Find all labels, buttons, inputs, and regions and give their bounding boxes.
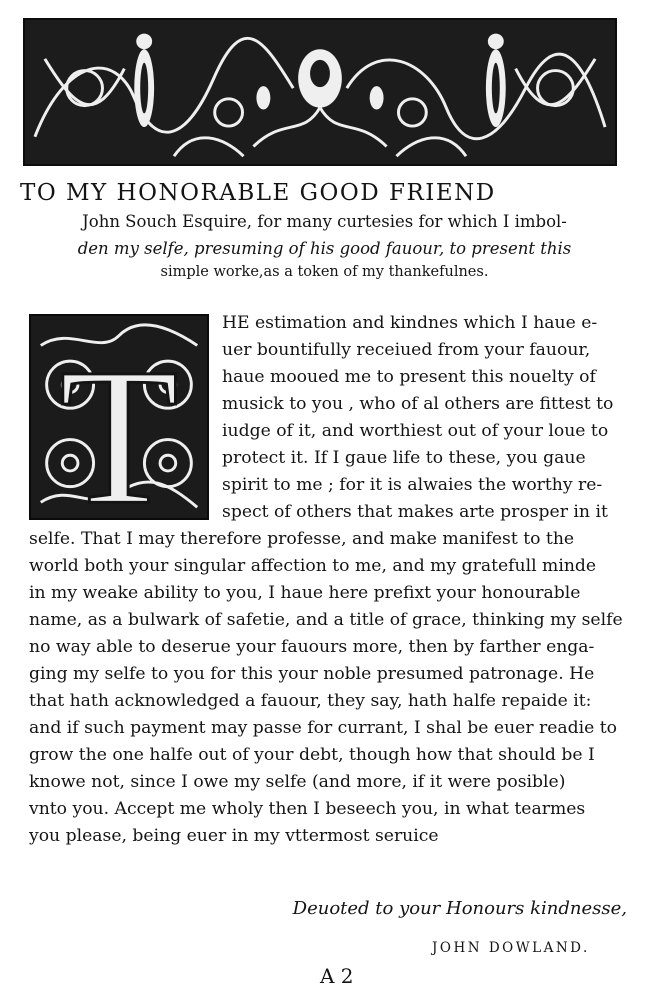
body-line: haue mooued me to present this nouelty of: [222, 367, 596, 387]
signature-mark: A 2: [320, 964, 354, 988]
body-line: in my weake ability to you, I haue here prefixt your honourable: [29, 583, 581, 603]
dedication-subtitle-line-1: John Souch Esquire, for many curtesies for which I imbol-: [82, 212, 567, 231]
body-line: spirit to me ; for it is alwaies the worthy re-: [222, 475, 603, 495]
body-line: and if such payment may passe for currant, I shal be euer readie to: [29, 718, 618, 738]
body-line: grow the one halfe out of your debt, though how that should be I: [29, 745, 595, 765]
body-line: no way able to deserue your fauours more, then by farther enga-: [29, 637, 595, 657]
body-line: that hath acknowledged a fauour, they say, hath halfe repaide it:: [29, 691, 592, 711]
dedication-title: TO MY HONORABLE GOOD FRIEND: [20, 180, 496, 206]
body-line: you please, being euer in my vttermost seruice: [29, 826, 439, 846]
body-line: ging my selfe to you for this your noble presumed patronage. He: [29, 664, 595, 684]
body-line: vnto you. Accept me wholy then I beseech you, in what tearmes: [29, 799, 586, 819]
body-line: iudge of it, and worthiest out of your loue to: [222, 421, 609, 441]
body-line: musick to you , who of al others are fittest to: [222, 394, 614, 414]
body-line: uer bountifully receiued from your fauour,: [222, 340, 591, 360]
body-line: selfe. That I may therefore professe, and make manifest to the: [29, 529, 575, 549]
decorated-initial-T-icon: [29, 314, 209, 520]
dedication-subtitle-line-2: den my selfe, presuming of his good fauour, to present this: [77, 239, 572, 258]
woodcut-headpiece-icon: [23, 18, 617, 166]
body-line: HE estimation and kindnes which I haue e-: [222, 313, 598, 333]
body-line: spect of others that makes arte prosper in it: [222, 502, 608, 522]
body-line: protect it. If I gaue life to these, you gaue: [222, 448, 586, 468]
body-line: world both your singular affection to me, and my gratefull minde: [29, 556, 597, 576]
author-name: JOHN DOWLAND.: [432, 940, 590, 956]
closing-signature: Deuoted to your Honours kindnesse,: [292, 898, 627, 919]
dedication-subtitle-line-3: simple worke,as a token of my thankefulnes.: [160, 264, 489, 280]
body-line: knowe not, since I owe my selfe (and more, if it were posible): [29, 772, 566, 792]
initial-letter: T: [59, 328, 179, 518]
body-line: name, as a bulwark of safetie, and a title of grace, thinking my selfe: [29, 610, 623, 630]
